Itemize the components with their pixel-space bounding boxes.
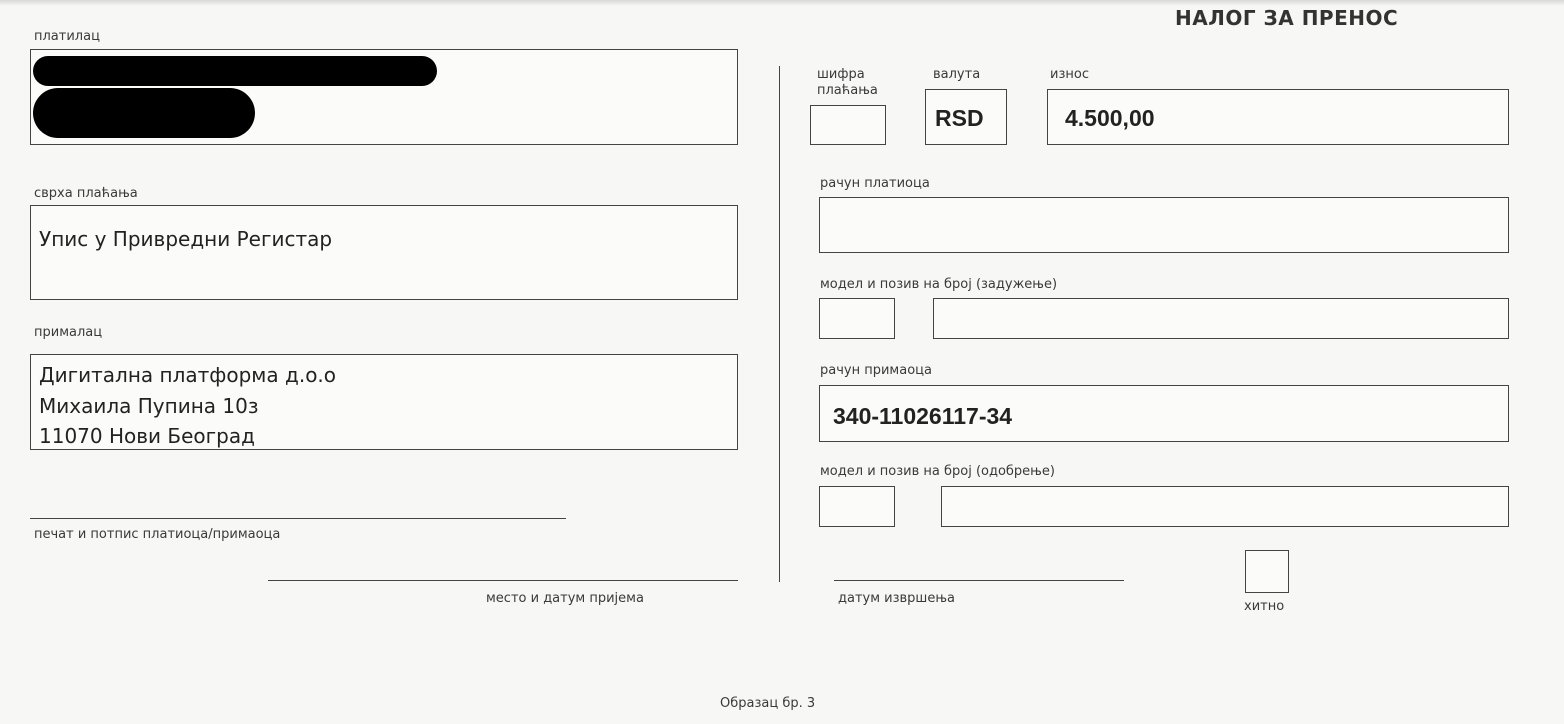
recipient-line-1: Дигитална платформа д.о.о — [39, 363, 337, 387]
payment-code-input[interactable] — [810, 105, 886, 145]
signature-line — [30, 518, 566, 519]
form-number: Образац бр. 3 — [720, 696, 816, 711]
receipt-place-date-line — [268, 580, 738, 581]
purpose-label: сврха плаћања — [34, 186, 138, 201]
payer-account-input[interactable] — [819, 197, 1509, 253]
recipient-account-box[interactable] — [819, 385, 1509, 442]
debit-reference-input[interactable] — [933, 298, 1509, 339]
credit-reference-label: модел и позив на број (одобрење) — [820, 464, 1055, 479]
redaction-bar — [33, 88, 255, 138]
recipient-account-label: рачун примаоца — [820, 363, 932, 378]
signature-label: печат и потпис платиоца/примаоца — [34, 527, 281, 542]
recipient-label: прималац — [34, 325, 103, 340]
urgent-label: хитно — [1244, 599, 1285, 614]
amount-label: износ — [1050, 67, 1089, 82]
debit-reference-label: модел и позив на број (задужење) — [820, 277, 1058, 292]
purpose-value: Упис у Привредни Регистар — [39, 227, 333, 251]
recipient-box[interactable] — [30, 354, 738, 450]
payer-label: платилац — [34, 29, 100, 44]
payer-box[interactable] — [30, 49, 738, 145]
debit-model-input[interactable] — [819, 298, 895, 339]
form-title: НАЛОГ ЗА ПРЕНОС — [1175, 6, 1399, 30]
urgent-checkbox[interactable] — [1245, 550, 1289, 593]
column-divider — [779, 66, 780, 582]
credit-reference-input[interactable] — [941, 486, 1509, 527]
currency-value: RSD — [935, 105, 984, 131]
execution-date-line — [834, 580, 1124, 581]
purpose-box[interactable] — [30, 205, 738, 300]
redaction-bar — [33, 56, 437, 86]
receipt-place-date-label: место и датум пријема — [486, 591, 644, 606]
currency-label: валута — [933, 67, 981, 82]
amount-box[interactable] — [1047, 89, 1509, 145]
execution-date-label: датум извршења — [838, 591, 955, 606]
currency-box[interactable] — [925, 89, 1007, 145]
recipient-account-value: 340-11026117-34 — [833, 403, 1013, 429]
credit-model-input[interactable] — [819, 486, 895, 527]
payment-code-label-2: плаћања — [817, 83, 878, 98]
recipient-line-3: 11070 Нови Београд — [39, 424, 255, 448]
payer-account-label: рачун платиоца — [820, 176, 930, 191]
recipient-line-2: Михаила Пупина 10з — [39, 394, 259, 418]
payment-code-label: шифра — [817, 67, 865, 82]
amount-value: 4.500,00 — [1065, 105, 1155, 131]
